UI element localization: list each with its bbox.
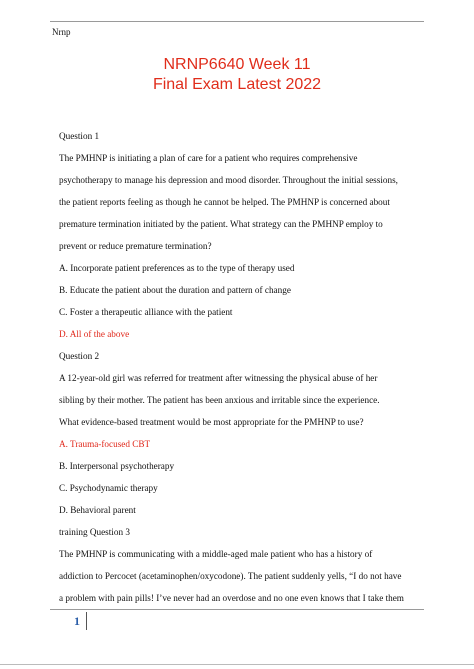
answer-option: C. Foster a therapeutic alliance with the patient: [59, 307, 233, 317]
running-header: Nrnp: [52, 27, 71, 37]
question-text-line: What evidence-based treatment would be most appropriate for the PMHNP to use?: [59, 417, 364, 427]
page-bottom-rule: [0, 664, 474, 665]
footer-rule: [50, 609, 424, 610]
question-text-line: A 12-year-old girl was referred for treatment after witnessing the physical abuse of her: [59, 373, 378, 383]
question-heading: Question 1: [59, 131, 100, 141]
question-text-line: The PMHNP is initiating a plan of care for a patient who requires comprehensive: [59, 153, 358, 163]
page-number: 1: [74, 614, 80, 628]
question-text-line: psychotherapy to manage his depression and mood disorder. Throughout the initial sessions,: [59, 175, 398, 185]
question-text-line: the patient reports feeling as though he cannot be helped. The PMHNP is concerned about: [59, 197, 390, 207]
question-text-line: a problem with pain pills! I’ve never had an overdose and no one even knows that I take them: [59, 593, 404, 603]
answer-option: A. Incorporate patient preferences as to the type of therapy used: [59, 263, 295, 273]
answer-option: B. Interpersonal psychotherapy: [59, 461, 175, 471]
question-text-line: The PMHNP is communicating with a middle-aged male patient who has a history of: [59, 549, 373, 559]
correct-answer-option: A. Trauma-focused CBT: [59, 439, 151, 449]
answer-option: D. Behavioral parent: [59, 505, 136, 515]
answer-option: B. Educate the patient about the duration and pattern of change: [59, 285, 291, 295]
document-body: [59, 125, 419, 609]
page-number-divider: [86, 612, 87, 630]
title-line-1: NRNP6640 Week 11: [163, 56, 311, 73]
correct-answer-option: D. All of the above: [59, 329, 130, 339]
question-text-line: sibling by their mother. The patient has been anxious and irritable since the experience.: [59, 395, 380, 405]
question-text-line: addiction to Percocet (acetaminophen/oxycodone). The patient suddenly yells, “I do not have: [59, 571, 402, 581]
question-heading: Question 2: [59, 351, 100, 361]
question-heading: training Question 3: [59, 527, 130, 537]
question-text-line: prevent or reduce premature termination?: [59, 241, 212, 251]
question-text-line: premature termination initiated by the patient. What strategy can the PMHNP employ to: [59, 219, 383, 229]
title-line-2: Final Exam Latest 2022: [152, 76, 322, 93]
header-rule: [50, 21, 424, 22]
answer-option: C. Psychodynamic therapy: [59, 483, 158, 493]
